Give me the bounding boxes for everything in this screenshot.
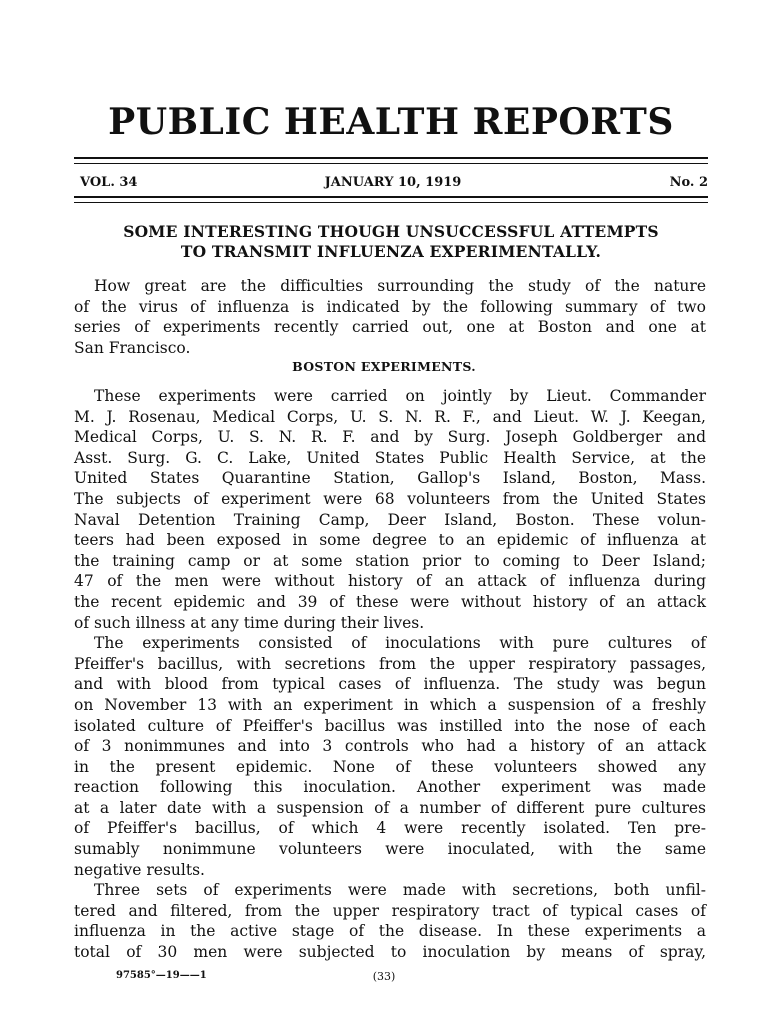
issue-date: JANUARY 10, 1919 — [324, 175, 462, 190]
text-line: of Pfeiffer's bacillus, of which 4 were recently isolated. Ten pre- — [74, 819, 706, 838]
article-title-line: SOME INTERESTING THOUGH UNSUCCESSFUL ATTEMPTS — [123, 222, 659, 241]
article-title-line: TO TRANSMIT INFLUENZA EXPERIMENTALLY. — [180, 242, 602, 261]
text-line: of 3 nonimmunes and into 3 controls who had a history of an attack — [74, 737, 706, 756]
article-title — [78, 222, 704, 262]
text-line: in the present epidemic. None of these volunteers showed any — [74, 757, 706, 776]
text-line: M. J. Rosenau, Medical Corps, U. S. N. R. F., and Lieut. W. J. Keegan, — [74, 407, 706, 426]
text-line: total of 30 men were subjected to inoculation by means of spray, — [74, 943, 706, 962]
page-number: (33) — [372, 970, 396, 983]
text-line: The subjects of experiment were 68 volunteers from the United States — [74, 489, 706, 508]
issue-line — [78, 175, 708, 193]
text-line: negative results. — [74, 860, 205, 879]
printer-signature: 97585°—19——1 — [116, 970, 207, 981]
text-line: San Francisco. — [74, 338, 191, 357]
text-line: on November 13 with an experiment in which a suspension of a freshly — [74, 695, 706, 714]
text-line: influenza in the active stage of the disease. In these experiments a — [74, 922, 706, 941]
header-rule-bottom-thin — [74, 202, 708, 203]
section-heading: BOSTON EXPERIMENTS. — [292, 359, 476, 374]
text-line: The experiments consisted of inoculations with pure cultures of — [94, 634, 706, 653]
text-line: reaction following this inoculation. Another experiment was made — [74, 778, 706, 797]
text-line: Medical Corps, U. S. N. R. F. and by Surg. Joseph Goldberger and — [74, 428, 706, 447]
text-line: 47 of the men were without history of an attack of influenza during — [74, 572, 706, 591]
text-line: Pfeiffer's bacillus, with secretions from the upper respiratory passages, — [74, 654, 706, 673]
text-line: and with blood from typical cases of influenza. The study was begun — [74, 675, 706, 694]
text-line: Naval Detention Training Camp, Deer Island, Boston. These volun- — [74, 510, 706, 529]
header-rule-bottom — [74, 196, 708, 198]
issue-number: No. 2 — [669, 175, 708, 190]
header-rule-top — [74, 157, 708, 159]
header-rule-top-thin — [74, 163, 708, 164]
text-line: United States Quarantine Station, Gallop's Island, Boston, Mass. — [74, 469, 706, 488]
page-footer — [0, 970, 768, 986]
text-line: the training camp or at some station prior to coming to Deer Island; — [74, 551, 706, 570]
text-line: series of experiments recently carried out, one at Boston and one at — [74, 318, 706, 337]
text-line: teers had been exposed in some degree to an epidemic of influenza at — [74, 531, 706, 550]
text-line: Three sets of experiments were made with secretions, both unfil- — [94, 881, 706, 900]
text-line: tered and filtered, from the upper respiratory tract of typical cases of — [74, 901, 706, 920]
text-line: These experiments were carried on jointly by Lieut. Commander — [94, 387, 706, 405]
text-line: of the virus of influenza is indicated by the following summary of two — [74, 297, 706, 316]
intro-paragraph — [74, 276, 706, 358]
text-line: How great are the difficulties surrounding the study of the nature — [94, 277, 706, 295]
text-line: isolated culture of Pfeiffer's bacillus was instilled into the nose of each — [74, 716, 706, 735]
text-line: Asst. Surg. G. C. Lake, United States Public Health Service, at the — [74, 448, 706, 467]
issue-volume: VOL. 34 — [80, 175, 138, 190]
body-paragraphs — [74, 386, 706, 963]
text-line: the recent epidemic and 39 of these were without history of an attack — [74, 592, 706, 611]
text-line: of such illness at any time during their lives. — [74, 613, 425, 632]
text-line: sumably nonimmune volunteers were inoculated, with the same — [74, 840, 706, 859]
journal-title: PUBLIC HEALTH REPORTS — [108, 101, 674, 143]
text-line: at a later date with a suspension of a number of different pure cultures — [74, 798, 706, 817]
